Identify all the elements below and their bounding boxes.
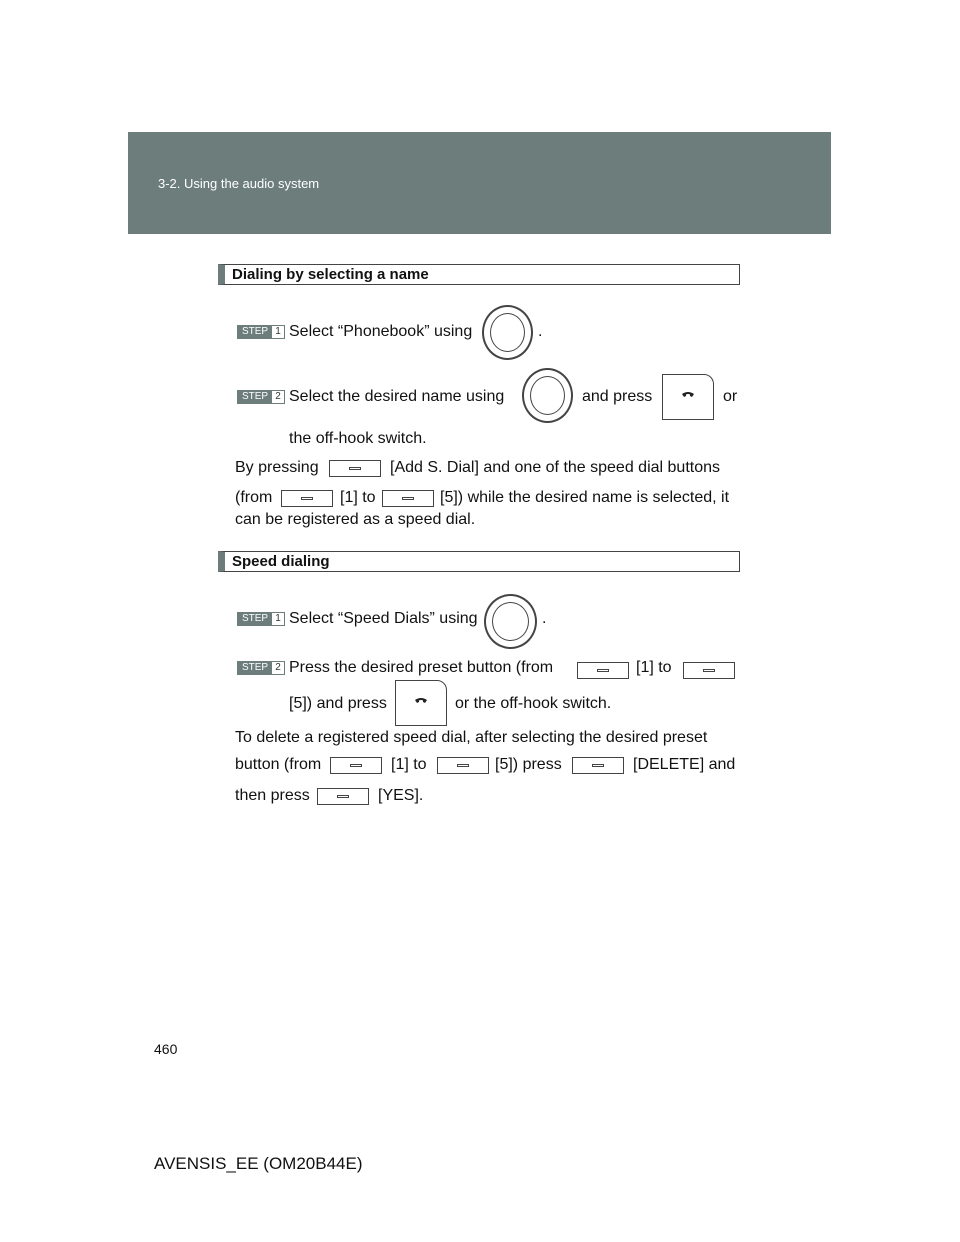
note-text: [Add S. Dial] and one of the speed dial buttons (390, 459, 721, 476)
note-text: then press (235, 787, 310, 804)
step-badge-1: STEP 1 (237, 612, 285, 626)
section-title-dialing-by-name: Dialing by selecting a name (218, 264, 740, 285)
step-text: . (538, 323, 543, 340)
preset-button-icon (577, 662, 629, 679)
step-text: or the off-hook switch. (455, 695, 612, 712)
tune-select-knob-icon (484, 594, 537, 649)
note-text: can be registered as a speed dial. (235, 511, 476, 528)
page-number: 460 (154, 1041, 178, 1057)
preset-button-icon (572, 757, 624, 774)
note-text: [YES]. (378, 787, 424, 804)
note-text: [5]) while the desired name is selected, it (440, 489, 730, 506)
step-text: and press (582, 388, 653, 405)
note-text: [1] to (391, 756, 427, 773)
manual-code: AVENSIS_EE (OM20B44E) (154, 1154, 363, 1173)
preset-button-icon (329, 460, 381, 477)
step-text: Press the desired preset button (from (289, 659, 554, 676)
off-hook-phone-icon (662, 374, 714, 420)
step-text: [5]) and press (289, 695, 387, 712)
preset-button-icon (330, 757, 382, 774)
step-text: or (723, 388, 738, 405)
note-text: (from (235, 489, 273, 506)
off-hook-phone-icon (395, 680, 447, 726)
note-text: [1] to (340, 489, 376, 506)
step-badge-2: STEP 2 (237, 661, 285, 675)
step-badge-1: STEP 1 (237, 325, 285, 339)
preset-button-icon (437, 757, 489, 774)
note-text: To delete a registered speed dial, after selecting the desired preset (235, 729, 708, 746)
preset-button-icon (382, 490, 434, 507)
tune-select-knob-icon (522, 368, 573, 423)
step-text: Select “Phonebook” using (289, 323, 473, 340)
step-text: [1] to (636, 659, 672, 676)
tune-select-knob-icon (482, 305, 533, 360)
preset-button-icon (281, 490, 333, 507)
breadcrumb: 3-2. Using the audio system (158, 176, 320, 191)
step-text: Select the desired name using (289, 388, 505, 405)
note-text: By pressing (235, 459, 319, 476)
note-text: [5]) press (495, 756, 562, 773)
step-text: the off-hook switch. (289, 430, 427, 447)
note-text: [DELETE] and (633, 756, 736, 773)
preset-button-icon (683, 662, 735, 679)
section-title-speed-dialing: Speed dialing (218, 551, 740, 572)
step-badge-2: STEP 2 (237, 390, 285, 404)
preset-button-icon (317, 788, 369, 805)
note-text: button (from (235, 756, 322, 773)
step-text: Select “Speed Dials” using (289, 610, 478, 627)
step-text: . (542, 610, 547, 627)
header-band (128, 132, 831, 234)
